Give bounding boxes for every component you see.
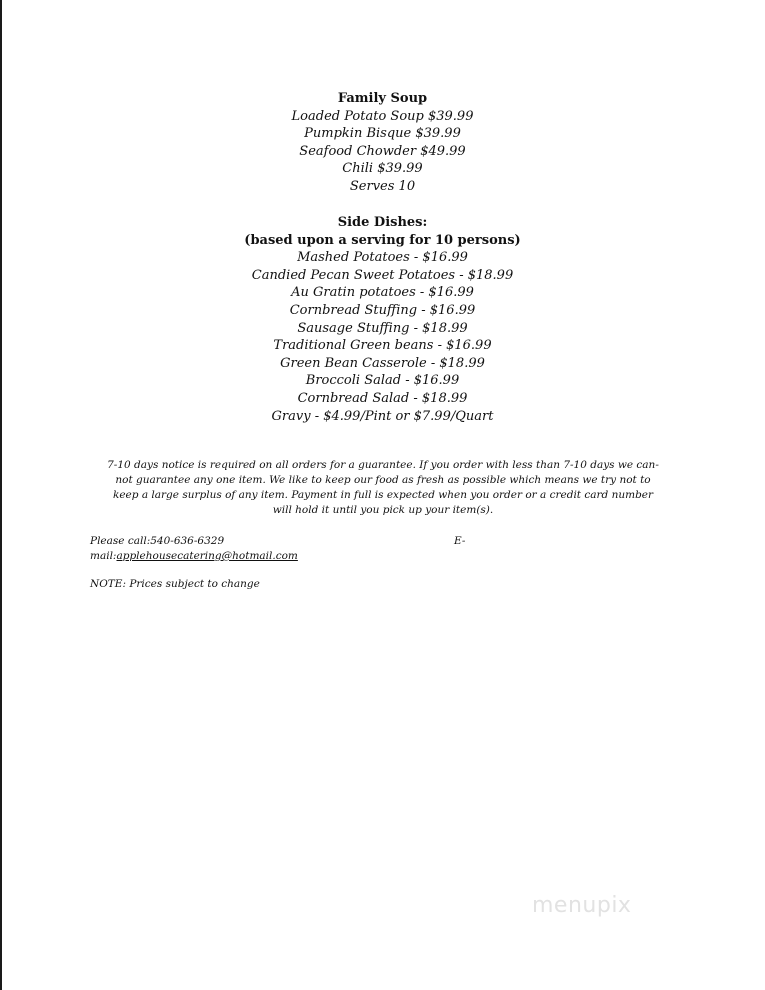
soup-item: Seafood Chowder $49.99	[299, 143, 466, 159]
email-link[interactable]: applehousecatering@hotmail.com	[116, 550, 298, 562]
side-dish-item: Mashed Potatoes - $16.99	[297, 250, 468, 266]
side-dish-item: Gravy - $4.99/Pint or $7.99/Quart	[271, 408, 494, 424]
order-notice	[88, 458, 678, 518]
price-change-note: NOTE: Prices subject to change	[90, 578, 260, 590]
side-dishes-subheading: (based upon a serving for 10 persons)	[244, 232, 521, 248]
family-soup-section	[0, 90, 765, 196]
contact-block	[90, 534, 690, 564]
side-dish-item: Green Bean Casserole - $18.99	[280, 355, 485, 371]
notice-line: will hold it until you pick up your item(s).	[272, 504, 494, 516]
side-dishes-heading: Side Dishes:	[337, 215, 428, 230]
side-dish-item: Sausage Stuffing - $18.99	[297, 320, 468, 336]
notice-line: keep a large surplus of any item. Payment in full is expected when you order or a credit card number	[112, 489, 654, 501]
side-dish-item: Broccoli Salad - $16.99	[305, 373, 460, 389]
side-dish-item: Candied Pecan Sweet Potatoes - $18.99	[251, 267, 514, 283]
email-prefix: E-	[454, 535, 466, 547]
side-dish-item: Au Gratin potatoes - $16.99	[291, 285, 474, 301]
side-dish-item: Cornbread Salad - $18.99	[297, 390, 468, 406]
soup-serves-note: Serves 10	[349, 178, 416, 194]
notice-line: 7-10 days notice is required on all orders for a guarantee. If you order with less than 7-10 days we can-	[107, 459, 659, 471]
family-soup-heading: Family Soup	[337, 91, 428, 106]
soup-item: Loaded Potato Soup $39.99	[291, 108, 474, 124]
soup-item: Chili $39.99	[342, 161, 423, 177]
side-dish-item: Cornbread Stuffing - $16.99	[289, 302, 476, 318]
side-dish-item: Traditional Green beans - $16.99	[273, 338, 492, 354]
phone-text: Please call:540-636-6329	[90, 535, 225, 547]
menupix-watermark: menupix	[532, 893, 632, 918]
email-label: mail:	[90, 550, 117, 562]
side-dishes-section	[0, 214, 765, 425]
soup-item: Pumpkin Bisque $39.99	[304, 126, 461, 142]
notice-line: not guarantee any one item. We like to keep our food as fresh as possible which means we try not to	[115, 474, 651, 486]
